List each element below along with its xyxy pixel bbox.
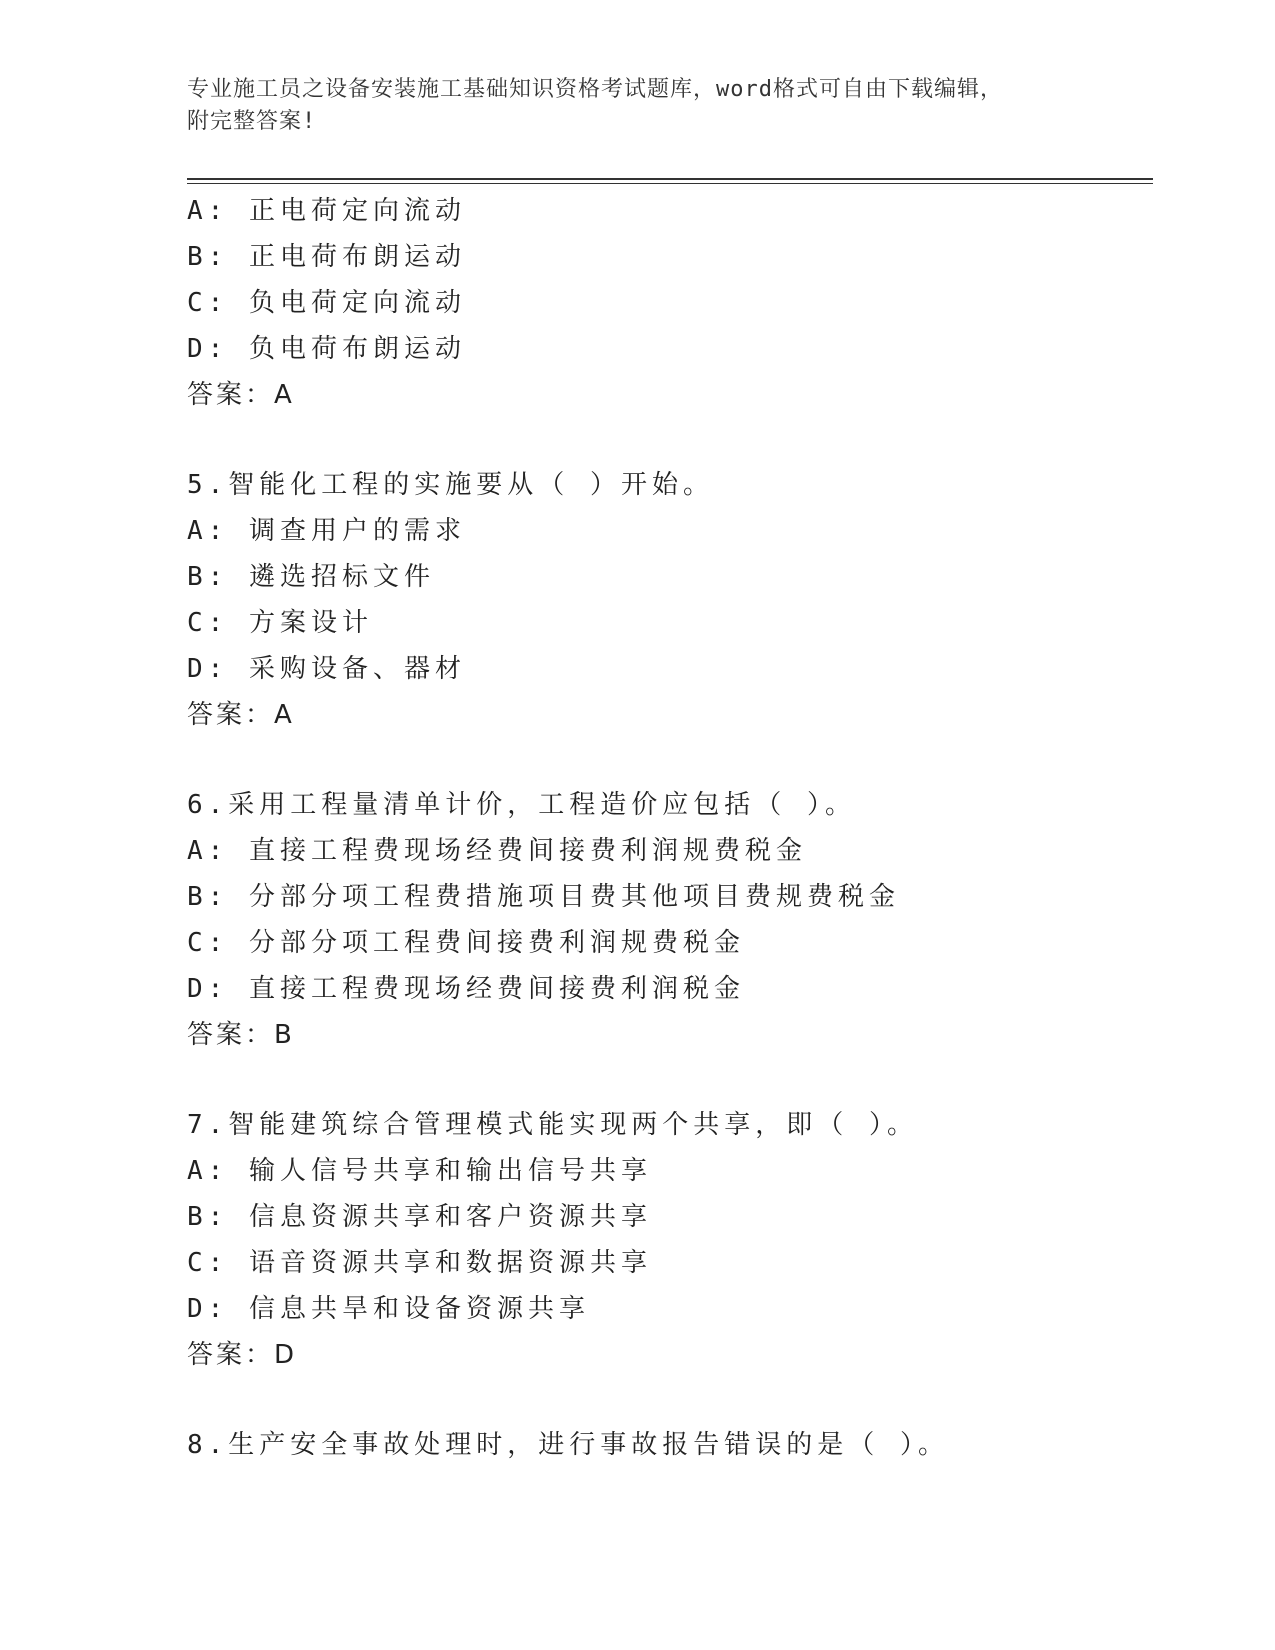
question-6-block (187, 782, 1147, 1058)
option-c: C: 负电荷定向流动 (187, 288, 466, 318)
header-line-2: 附完整答案! (187, 109, 317, 134)
option-d: D: 负电荷布朗运动 (187, 334, 466, 364)
spacer (187, 738, 1147, 782)
option-c: C: 分部分项工程费间接费利润规费税金 (187, 928, 745, 958)
header-divider-thick (187, 178, 1153, 180)
option-b: B: 遴选招标文件 (187, 562, 435, 592)
question-4-block (187, 188, 1147, 418)
option-a: A: 调查用户的需求 (187, 516, 466, 546)
document-header (187, 74, 1087, 138)
question-8-block (187, 1422, 1147, 1468)
option-b: B: 信息资源共享和客户资源共享 (187, 1202, 652, 1232)
option-c: C: 方案设计 (187, 608, 373, 638)
spacer (187, 1058, 1147, 1102)
option-a: A: 直接工程费现场经费间接费利润规费税金 (187, 836, 807, 866)
option-c: C: 语音资源共享和数据资源共享 (187, 1248, 652, 1278)
question-text: 7.智能建筑综合管理模式能实现两个共享，即（ ）。 (187, 1110, 918, 1140)
question-text: 5.智能化工程的实施要从（ ）开始。 (187, 470, 714, 500)
option-d: D: 信息共旱和设备资源共享 (187, 1294, 590, 1324)
spacer (187, 1378, 1147, 1422)
option-a: A: 输人信号共享和输出信号共享 (187, 1156, 652, 1186)
header-divider-thin (187, 183, 1153, 184)
answer-label: 答案：A (187, 380, 295, 410)
spacer (187, 418, 1147, 462)
option-b: B: 正电荷布朗运动 (187, 242, 466, 272)
answer-label: 答案：B (187, 1020, 295, 1050)
answer-label: 答案：A (187, 700, 295, 730)
question-text: 8.生产安全事故处理时，进行事故报告错误的是（ ）。 (187, 1430, 949, 1460)
answer-label: 答案：D (187, 1340, 298, 1370)
question-5-block (187, 462, 1147, 738)
question-7-block (187, 1102, 1147, 1378)
option-d: D: 直接工程费现场经费间接费利润税金 (187, 974, 745, 1004)
header-line-1: 专业施工员之设备安装施工基础知识资格考试题库，word格式可自由下载编辑， (187, 77, 1003, 102)
question-list (187, 188, 1147, 1468)
question-text: 6.采用工程量清单计价，工程造价应包括（ ）。 (187, 790, 856, 820)
option-d: D: 采购设备、器材 (187, 654, 466, 684)
option-b: B: 分部分项工程费措施项目费其他项目费规费税金 (187, 882, 900, 912)
option-a: A: 正电荷定向流动 (187, 196, 466, 226)
